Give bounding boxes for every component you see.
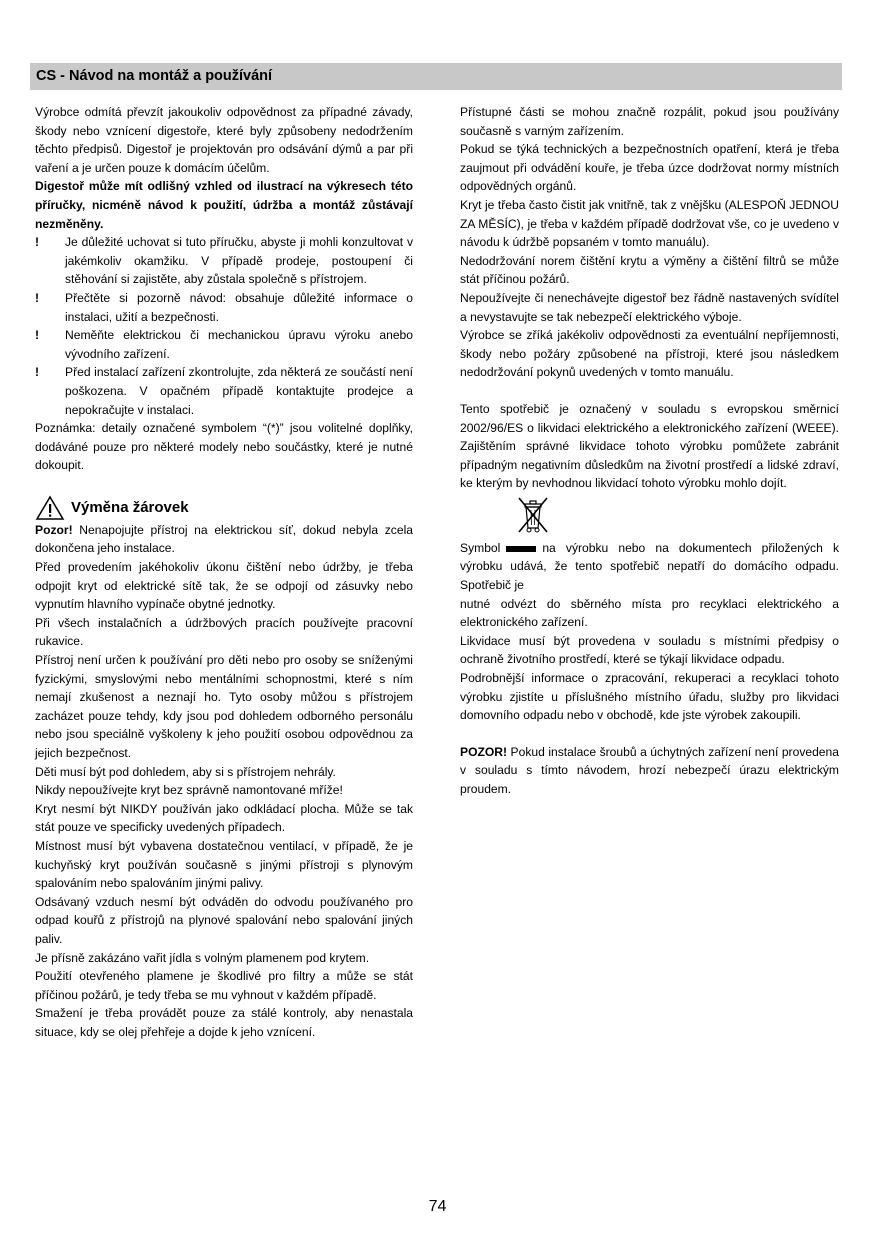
left-column <box>35 103 413 1042</box>
spacer <box>460 382 839 400</box>
paragraph: Nepoužívejte či nenechávejte digestoř bez řádně nastavených svídítel a nevystavujte se tak nebezpečí elektrického výboje. <box>460 290 839 324</box>
list-item: ! Před instalací zařízení zkontrolujte, zda některá ze součástí není poškozena. V opačném případě kontaktujte prodejce a nepokračujte v instalaci. <box>35 365 413 417</box>
list-item: ! Neměňte elektrickou či mechanickou úpravu výroku anebo vývodního zařízení. <box>35 328 413 361</box>
spacer <box>460 725 839 743</box>
symbol-paragraph: Symbol na výrobku nebo na dokumentech přiložených k výrobku udává, že tento spotřebič nepatří do domácího odpadu. Spotřebič je <box>460 540 839 593</box>
paragraph: Při všech instalačních a údržbových pracích používejte pracovní rukavice. <box>35 615 413 649</box>
paragraph: Pokud se týká technických a bezpečnostních opatření, která je třeba zaujmout při odvádění kouře, je třeba úzce dodržovat normy místních odpovědných orgánů. <box>460 142 839 194</box>
paragraph: Kryt nesmí být NIKDY používán jako odkládací plocha. Může se tak stát pouze ve specificky uvedených případech. <box>35 801 413 835</box>
section-title: Výměna žárovek <box>71 498 189 516</box>
exclamation-icon: ! <box>35 328 40 343</box>
weee-symbol <box>460 495 839 535</box>
paragraph: Děti musí být pod dohledem, aby si s přístrojem nehrály. <box>35 764 336 779</box>
paragraph: Podrobnější informace o zpracování, rekuperaci a recyklaci tohoto výrobku zjistíte u příslušného místního úřadu, služby pro likvidaci domovního odpadu nebo v obchodě, kde jste výrobek zakoupili. <box>460 671 839 723</box>
pozor-paragraph: Pozor! Nenapojujte přístroj na elektrickou síť, dokud nebyla zcela dokončena jeho instalace. <box>35 522 413 556</box>
note-paragraph: Poznámka: detaily označené symbolem “(*)” jsou volitelné doplňky, dodáváné pouze pro některé modely nebo součástky, které je nutné dokoupit. <box>35 421 413 473</box>
pozor-paragraph: POZOR! Pokud instalace šroubů a úchytných zařízení není provedena v souladu s tímto návodem, hrozí nebezpečí úrazu elektrickým proudem. <box>460 744 839 796</box>
paragraph: Použití otevřeného plamene je škodlivé pro filtry a může se stát příčinou požárů, je tedy třeba se mu vyhnout v každém případě. <box>35 969 413 1002</box>
exclamation-icon: ! <box>35 290 40 305</box>
warning-list <box>35 233 413 419</box>
paragraph: Smažení je třeba provádět pouze za stálé kontroly, aby nenastala situace, kdy se olej přehřeje a dojde k jeho vznícení. <box>35 1006 413 1039</box>
page-number: 74 <box>428 1198 447 1215</box>
crossed-bin-icon <box>515 495 551 535</box>
intro-bold-paragraph: Digestoř může mít odlišný vzhled od ilustrací na výkresech této příručky, nicméně návod k použití, údržba a montáž zůstávají nezměněny. <box>35 179 413 231</box>
black-bar-symbol <box>506 546 536 552</box>
paragraph: Výrobce se zříká jakékoliv odpovědnosti za eventuální nepříjemnosti, škody nebo požáry způsobené na přístroji, které jsou následkem nedodržování pokynů uvedených v tomto manuálu. <box>460 328 839 380</box>
paragraph: Nedodržování norem čištění krytu a výměny a čištění filtrů se může stát příčinou požárů. <box>460 253 839 287</box>
section-heading <box>35 495 413 521</box>
list-item: ! Přečtěte si pozorně návod: obsahuje důležité informace o instalaci, užití a bezpečnosti. <box>35 290 413 324</box>
warning-triangle-icon <box>35 495 65 521</box>
page-title: CS - Návod na montáž a používání <box>36 68 273 84</box>
weee-paragraph: Tento spotřebič je označený v souladu s evropskou směrnicí 2002/96/ES o likvidaci elektrického a elektronického zařízení (WEEE). Zajištěním správné likvidace tohoto výrobku pomůžete zabránit případným negativním důsledkům na životní prostředí a lidské zdraví, ke kterým by nevhodnou likvidací tohoto výrobku mohlo dojít. <box>460 401 839 491</box>
paragraph: Přístroj není určen k používání pro děti nebo pro osoby se sníženými fyzickými, smyslovými nebo mentálními schopnostmi, které s ním nemají zkušenost a neznají ho. Tyto osoby můžou s přístrojem zacházet pouze tehdy, kdy jsou pod dohledem odborného personálu nebo jsou speciálně vyškoleny k jeho použití osobou odpovědnou za jejich bezpečnost. <box>35 653 413 760</box>
pozor-label: Pozor! <box>35 522 73 537</box>
paragraph: Je přísně zakázáno vařit jídla s volným plamenem pod krytem. <box>35 950 370 965</box>
paragraph: Místnost musí být vybavena dostatečnou ventilací, v případě, že je kuchyňský kryt používán současně s jinými přístroji s plynovým spalováním nebo spalováním jinými palivy. <box>35 838 413 891</box>
paragraph: Přístupné části se mohou značně rozpálit, pokud jsou používány současně s varným zařízením. <box>460 105 839 138</box>
paragraph: Odsávaný vzduch nesmí být odváděn do odvodu používaného pro odpad kouřů z přístrojů na plynové spalování nebo spalování jiných paliv. <box>35 894 413 946</box>
list-item: ! Je důležité uchovat si tuto příručku, abyste ji mohli konzultovat v jakémkoliv okamžiku. V případě prodeje, postoupení či stěhování si zajistěte, aby zůstala společně s přístrojem. <box>35 235 413 287</box>
paragraph: Likvidace musí být provedena v souladu s místními předpisy o ochraně životního prostředí, které se týkají likvidace odpadu. <box>460 633 839 667</box>
paragraph: Před provedením jakéhokoliv úkonu čištění nebo údržby, je třeba odpojit kryt od elektrické sítě tak, že se odpojí od zásuvky nebo vypnutím hlavního vypínače obytné jednotky. <box>35 560 413 612</box>
exclamation-icon: ! <box>35 365 40 380</box>
intro-paragraph: Výrobce odmítá převzít jakoukoliv odpovědnost za případné závady, škody nebo vznícení digestoře, které byly způsobeny nedodržením těchto předpisů. Digestoř je projektován pro odsávání dýmů a par při vaření a je určen pouze k domácím účelům. <box>35 105 413 175</box>
paragraph: nutné odvézt do sběrného místa pro recyklaci elektrického a elektronického zařízení. <box>460 596 839 630</box>
page-header <box>30 63 842 90</box>
paragraph: Kryt je třeba často čistit jak vnitřně, tak z vnějšku (ALESPOŇ JEDNOU ZA MĚSÍC), je třeba v každém případě dodržovat vše, co je uvedeno v návodu k údržbě popsaném v tomto manuálu). <box>460 197 839 250</box>
right-column <box>460 103 839 799</box>
pozor-label: POZOR! <box>460 744 508 759</box>
exclamation-icon: ! <box>35 235 40 250</box>
paragraph: Nikdy nepoužívejte kryt bez správně namontované mříže! <box>35 783 343 798</box>
